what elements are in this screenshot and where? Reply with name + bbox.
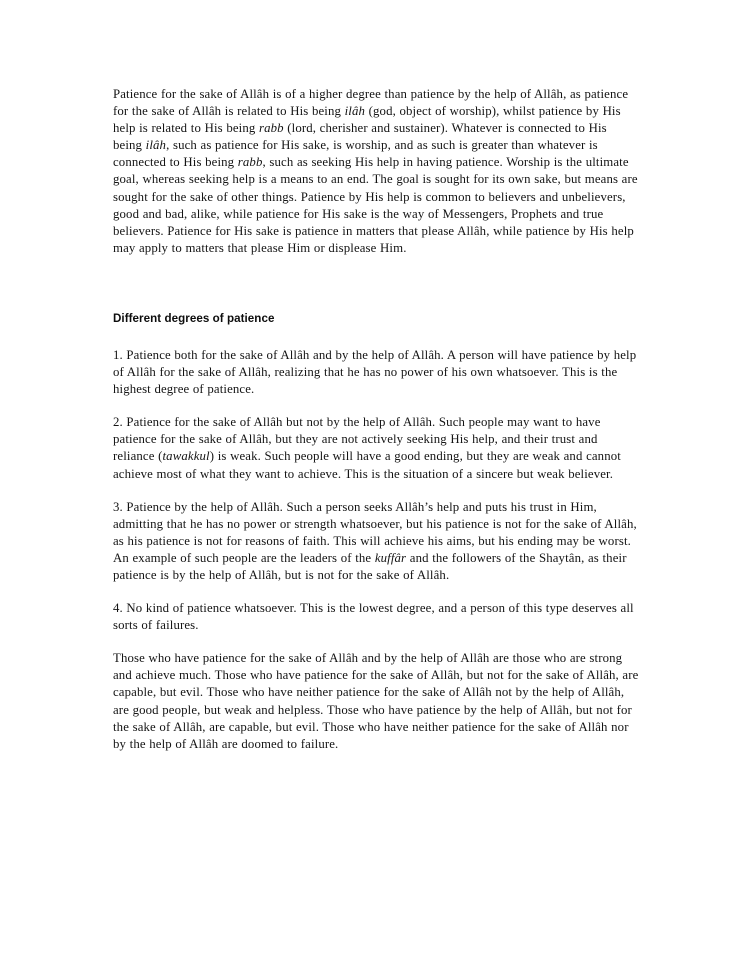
emphasized-term: rabb — [237, 155, 263, 170]
emphasized-term: ilâh — [145, 138, 167, 153]
list-item-degree-3: 3. Patience by the help of Allâh. Such a person seeks Allâh’s help and puts his trust in Him, admitting that he has no power or strength whatsoever, but his patience is not for the sake of Allâh, as his patience is not for reasons of faith. This will achieve his aims, but his ending may be worst. An example of such people are the leaders of the kuffâr and the followers of the Shaytân, as their patience is by the help of Allâh, but is not for the sake of Allâh. — [113, 499, 637, 582]
emphasized-term: kuffâr — [374, 550, 407, 565]
emphasized-term: ilâh — [344, 104, 366, 119]
section-heading-different-degrees: Different degrees of patience — [113, 311, 275, 325]
spacer-after-heading — [113, 327, 639, 347]
emphasized-term: tawakkul — [162, 449, 210, 464]
list-item-degree-4: 4. No kind of patience whatsoever. This is the lowest degree, and a person of this type deserves all sorts of failures. — [113, 601, 634, 633]
emphasized-term: rabb — [258, 121, 284, 136]
list-item-degree-2: 2. Patience for the sake of Allâh but not by the help of Allâh. Such people may want to have patience for the sake of Allâh, but they are not actively seeking His help, and their trust and reliance (tawakkul) is weak. Such people will have a good ending, but they are weak and cannot achieve most of what they want to achieve. This is the situation of a sincere but weak believer. — [113, 415, 621, 481]
list-item-degree-1: 1. Patience both for the sake of Allâh and by the help of Allâh. A person will have patience by help of Allâh for the sake of Allâh, realizing that he has no power of his own whatsoever. This is the highest degree of patience. — [113, 347, 637, 397]
document-text-column — [113, 86, 639, 769]
paragraph-closing-summary: Those who have patience for the sake of Allâh and by the help of Allâh are those who are strong and achieve much. Those who have patience for the sake of Allâh, but not for the sake of Allâh, are capable, but evil. Those who have neither patience for the sake of Allâh not by the help of Allâh, are good people, but weak and helpless. Those who have patience by the help of Allâh, but not for the sake of Allâh, are capable, but evil. Those who have neither patience for the sake of Allâh nor by the help of Allâh are doomed to failure. — [113, 651, 639, 751]
paragraph-intro: Patience for the sake of Allâh is of a higher degree than patience by the help of Allâh, as patience for the sake of Allâh is related to His being ilâh (god, object of worship), whilst patience by His help is related to His being rabb (lord, cherisher and sustainer). Whatever is connected to His being ilâh, such as patience for His sake, is worship, and as such is greater than whatever is connected to His being rabb, such as seeking His help in having patience. Worship is the ultimate goal, whereas seeking help is a means to an end. The goal is sought for its own sake, but means are sought for the sake of other things. Patience by His help is common to believers and unbelievers, good and bad, alike, while patience for His sake is the way of Messengers, Prophets and true believers. Patience for His sake is patience in matters that please Allâh, while patience by His help may apply to matters that please Him or displease Him. — [113, 87, 638, 255]
spacer-before-heading — [113, 273, 639, 311]
